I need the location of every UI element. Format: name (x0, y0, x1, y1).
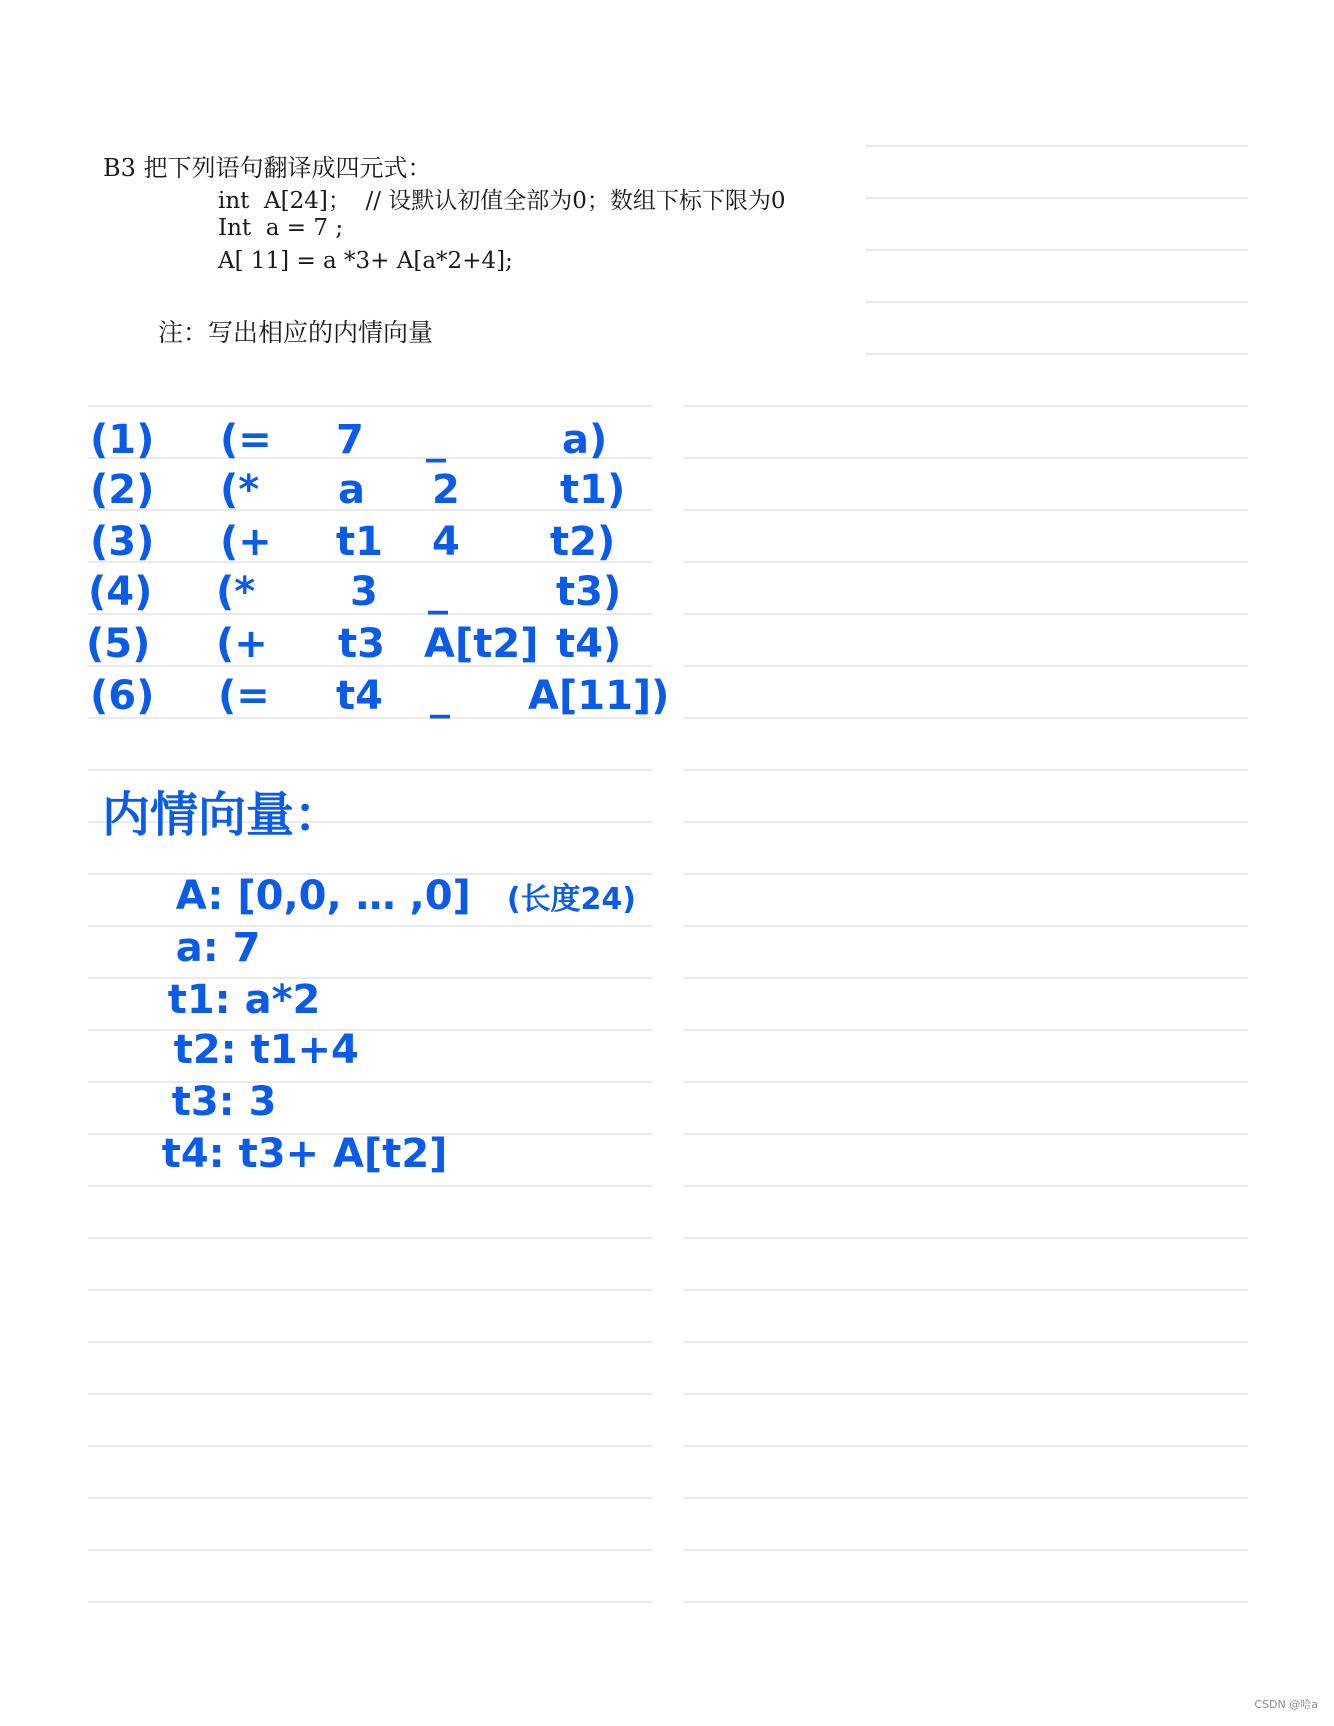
quad-op: (+ (216, 621, 268, 667)
dope-vector-text: A: [0,0, … ,0] (175, 873, 471, 919)
dope-vector-line (106, 1094, 447, 1214)
quad-op: (* (216, 569, 256, 615)
code-line: int A[24]； // 设默认初值全部为0；数组下标下限为0 (218, 188, 786, 214)
problem-title: B3 把下列语句翻译成四元式： (103, 154, 432, 182)
dope-vector-text: t2: t1+4 (173, 1027, 359, 1073)
quad-op: (= (220, 417, 272, 463)
quad-result: t1) (560, 467, 626, 513)
quad-result: t2) (550, 519, 616, 565)
quad-op: (+ (220, 519, 272, 565)
code-line: Int a = 7 ; (218, 215, 344, 241)
quad-arg1: t3 (338, 621, 385, 667)
dope-vector-text: t1: a*2 (167, 977, 321, 1023)
quad-arg1: t4 (336, 673, 383, 719)
dope-vector-text: t4: t3+ A[t2] (161, 1131, 448, 1177)
quad-index: (6) (90, 673, 155, 719)
problem-note: 注：写出相应的内情向量 (158, 318, 434, 347)
quad-op: (* (220, 467, 260, 513)
quad-arg2: 4 (432, 519, 460, 565)
quad-arg2: 2 (432, 467, 460, 513)
quad-arg2: A[t2] (424, 621, 539, 667)
code-line: A[ 11] = a *3+ A[a*2+4]; (218, 248, 513, 274)
dope-vector-note: (长度24) (506, 882, 636, 917)
dope-vector-text: a: 7 (175, 925, 261, 971)
quad-index: (1) (90, 417, 155, 463)
quad-index: (4) (88, 569, 153, 615)
quad-result: a) (562, 417, 608, 463)
quad-op: (= (218, 673, 270, 719)
quad-result: t3) (556, 569, 622, 615)
quad-arg2: _ (426, 417, 446, 463)
quad-arg1: 7 (336, 417, 364, 463)
quad-result: A[11]) (528, 673, 670, 719)
quad-index: (5) (86, 621, 151, 667)
quad-result: t4) (556, 621, 622, 667)
quad-arg1: a (338, 467, 365, 513)
quad-arg1: t1 (336, 519, 383, 565)
dope-vector-title: 内情向量： (102, 787, 343, 843)
quad-arg2: _ (430, 673, 450, 719)
watermark: CSDN @哈a (1254, 1698, 1318, 1711)
quad-index: (2) (90, 467, 155, 513)
dope-vector-text: t3: 3 (171, 1079, 277, 1125)
quad-arg2: _ (428, 569, 448, 615)
quad-index: (3) (90, 519, 155, 565)
quad-arg1: 3 (350, 569, 378, 615)
